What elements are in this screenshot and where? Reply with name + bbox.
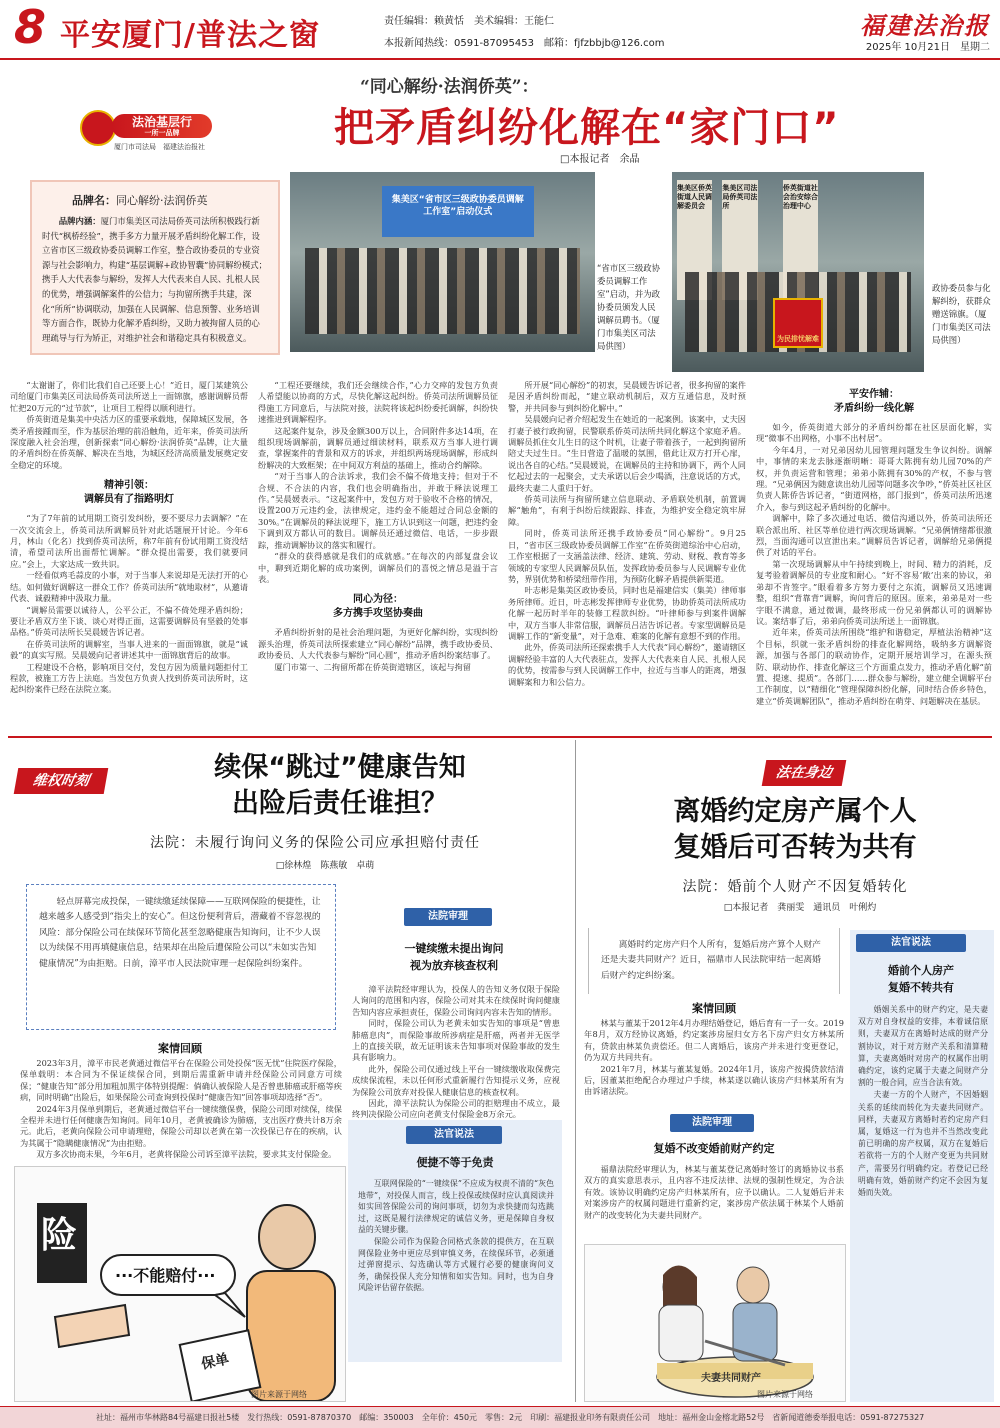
page-number: 8: [14, 0, 47, 54]
woman-body: [659, 1305, 703, 1361]
story3-judge: 婚姻关系中的财产约定，是夫妻双方对自身权益的安排，本着诚信原则，夫妻双方在离婚时达成的财产分割协议，对于对方财产关系和清算精算，夫妻离婚时对房产的权属作出明确约定，该约定属于夫妻之间财产分割的一般合同，应当合法有效。 夫妻一方的个人财产，不因婚姻关系的延续而转化为夫妻共同财产。同样，夫妻双方离婚时若约定房产归属，复婚这一行为也并不当然改变此前已明确的房产权属，双方在复婚后若欲将一方的个人财产变更为共同财产，需要另行明确约定。若登记已经明确有效，婚前财产约定不会因为复婚而失效。: [858, 1005, 988, 1198]
story2-byline: □徐林煌 陈燕敏 卓萌: [275, 861, 375, 871]
story2-case: 2023年3月，漳平市民老黄通过微信平台在保险公司处投保“医无忧”住院医疗保险，保单载明：本合同为不保证续保合同，到期后需重新申请并经保险公司同意方可续保；“健康告知”部分用加粗加黑字体特别提醒：倘确认被保险人是否曾患肺癌或肝癌等疾病，同时明确“出险后，如果保险公司查询到投保时“健康告知”回答事项却选择“否”。 2024年3月保单到期后，老黄通过微信平台一键续缴保费，保险公司即对续保，续保全程并未进行任何健康告知询问。同年10月，老黄被确诊为肺癌，支出医疗费共计8万余元。此后，老黄向保险公司申请理赔，保险公司却以老黄在第一次投保已存在的疾病，认为其属于“隐瞒健康情况”为由拒赔。 双方多次协商未果，今年6月，老黄将保险公司诉至漳平法院，要求其支付保险金。: [20, 1058, 342, 1160]
photo-2-caption: 政协委员参与化解纠纷，获群众赠送锦旗。（厦门市集美区司法局供图）: [932, 283, 991, 345]
story2-judge-tag: 法官说法: [406, 1126, 502, 1144]
story2-trial-tag: 法院审理: [404, 908, 492, 926]
section-divider: [8, 736, 992, 738]
story3-trial-title: 复婚不改变婚前财产约定: [653, 1142, 775, 1155]
vertical-divider: [575, 740, 576, 1402]
story3-lead: 离婚时约定房产归个人所有，复婚后房产算个人财产还是夫妻共同财产？近日，福鼎市人民法院审结一起离婚后财产约定纠纷案。: [588, 928, 840, 994]
story2-judge: 互联网保险的“一键续保”不应成为权责不清的“灰色地带”，对投保人而言，线上投保或续保时应认真阅读并如实回答保险公司的询问事项，切勿为求快捷而勾选跳过，这既是履行法律规定的诚信义务，更是保障自身权益的关键步骤。 保险公司作为保险合同格式条款的提供方，在互联网保险业务中更应尽到审慎义务，在续保环节，必须通过弹窗提示、勾选确认等方式履行必要的健康询问义务，确保投保人充分知情和如实告知。同时，也为自身风险评估留存依据。: [358, 1179, 554, 1293]
man-body: [247, 1271, 335, 1401]
story2-judge-title: 便捷不等于免责: [416, 1156, 494, 1169]
story3-trial: 福鼎法院经审理认为，林某与董某登记离婚时签订的离婚协议书系双方的真实意思表示，且内容不违反法律、法规的强制性规定，为合法有效。该协议明确约定房产归林某所有，应予以确认。二人复婚后并未对案涉房产的权属问题进行重新约定，案涉房产依法属于林某个人婚前财产的改变转化为夫妻共同财产。: [584, 1164, 844, 1220]
photo-red-banner-text: 为民排忧解难: [776, 335, 819, 343]
story3-illus-credit: 图片来源于网络: [757, 1390, 813, 1399]
badge-label: 法治基层行: [131, 115, 192, 129]
column-badge: [76, 106, 236, 162]
story3-judge-title: 婚前个人房产 复婚不转共有: [888, 964, 954, 994]
lead-column-1: “太谢谢了，你们比我们自己还要上心！”近日，厦门某建筑公司给厦门市集美区司法局侨英司法所送上一面锦旗，感谢调解员帮忙把20万元的“过节款”，让项目工程得以顺利进行。 侨英街道是集美中央活力区的重要承载地，保障城区发展，各类矛盾接踵而至，作为基层治理的前沿触角，近年来，侨英司法所深度融入社会治理，创新探索“同心解纷·法润侨英”品牌，让大量的矛盾纠纷在侨英解、解决在当地，为城区经济高质量发展奠定安全稳定的环境。 精神引领： 调解员有了指路明灯 “为了7年前的试用期工资引发纠纷，要不要尽力去调解？”在一次交流会上，侨英司法所调解员针对此话题展开讨论。今年6月，林山（化名）找到侨英司法所，称7年前有份试用期工资没结清，希望司法所出面帮忙调解。“群众提出需要，我们就要同应。”会上，大家达成一致共识。 一经看似鸡毛蒜皮的小事，对于当事人来说却是无法打开的心结。如何做好调解这一群众工作？侨英司法所“就地取材”，从邀请代表、诚毅精神中汲取力量。 “调解员需要以诚待人，公平公正，不偏不倚处理矛盾纠纷；要让矛盾双方坐下谈、谈心对得正面，这需要调解员有坚毅的处事品格。”侨英司法所长吴晨媛告诉记者。 在侨英司法所的调解室，当事人进来的一面面锦旗，就是“诚毅”的真实写照。吴晨媛向记者讲述其中一面锦旗背后的故事。 工程建设不合格，影响项目交付，发包方因为质量问题拒付工程款，被施工方告上法庭。当发包方负责人找到侨英司法所时，这起纠纷案件已经在法院立案。: [10, 380, 248, 695]
masthead: [0, 0, 1000, 60]
badge-org: 厦门市司法局 福建法治报社: [114, 143, 205, 151]
story2-case-head: 案情回顾: [158, 1042, 202, 1055]
story3-subtitle: 法院：婚前个人财产不因复婚转化: [682, 879, 908, 895]
photo-sign-3-text: 侨英街道社会治安综合治理中心: [782, 184, 818, 210]
shared-property-label: 夫妻共同财产: [701, 1373, 761, 1384]
story2-trial-title: 一键续缴未提出询问 视为放弃核查权利: [404, 942, 504, 972]
story2-illus-credit: 图片来源于网络: [251, 1390, 307, 1399]
story2-trial: 漳平法院经审理认为，投保人的告知义务仅限于保险人询问的范围和内容，保险公司对其未在续保时询问健康告知内容应承担责任，保险公司询问内容未告知的情形。 同时，保险公司认为老黄未如实告知的事项是“曾患肺癌息肉”，而保险事故所涉病症是肝癌，两者并无医学上的直接关联，故无证明该未告知事项对保险事故的发生具有影响力。 此外，保险公司仅通过线上平台一键续缴收取保费完成续保流程，未以任何形式重新履行告知提示义务，应视为保险公司放弃对投保人健康信息的核查权利。 因此，漳平法院认为保险公司的拒赔理由不成立，最终判决保险公司应向老黄支付保险金8万余元。: [352, 984, 560, 1120]
photo-sign-2-text: 集美区司法局侨英司法所: [722, 184, 758, 210]
emblem-icon: [80, 110, 116, 146]
section-title: 平安厦门/普法之窗: [60, 18, 320, 53]
no-pay-label: ···不能赔付···: [115, 1266, 216, 1285]
rights-badge: 维权时刻: [14, 768, 109, 794]
story2-title: 续保“跳过”健康告知 出险后责任谁担？: [214, 752, 466, 819]
brand-content: 品牌内涵：厦门市集美区司法局侨英司法所积极践行新时代“枫桥经验”，携手多方力量开展矛盾纠纷化解工作，设立省市区三级政协委员调解工作室，整合政协委员的专业资源与社会影响力，构建“基层调解+政协智囊”协同解纷模式；携手人大代表参与解纷，发挥人大代表来自人民、扎根人民的优势，增强调解案件的公信力；与拘留所携手共建，深化“所所”协调联动，加强在人民调解、信息预警、业务培训等方面合作，既协力化解矛盾纠纷，又助力被拘留人员的心理疏导与行为矫正，对维护社会和谐稳定具有积极意义。: [42, 216, 267, 343]
photo-banner-text: 集美区“省市区三级政协委员调解工作室”启动仪式: [391, 194, 524, 217]
lead-title: 把矛盾纠纷化解在“家门口”: [334, 105, 840, 151]
paper-logo: 福建法治报: [860, 11, 990, 40]
danger-label: 险: [41, 1215, 78, 1256]
story3-byline: □本报记者 龚丽雯 通讯员 叶俐灼: [723, 903, 877, 913]
footer: 社址：福州市华林路84号福建日报社5楼 发行热线：0591-87870370 邮编：350003 全年价：450元 零售：2元 印刷：福建报业印务有限责任公司 地址：福州金山金榕北路52号 省新闻道德委举报电话：0591-87275327: [0, 1406, 1000, 1428]
lead-photo-1: [290, 172, 595, 352]
lead-column-4: 平安作辅： 矛盾纠纷一线化解 如今，侨英街道大部分的矛盾纠纷都在社区层面化解，实现“微事不出网格，小事不出村居”。 今年4月，一对兄弟因幼儿园管理问题发生争议纠纷。调解中，事情的来龙去脉逐渐明晰：哥哥大陈拥有幼儿园70%的产权，并负责运营和管理；弟弟小陈拥有30%的产权，不参与管理。“兄弟俩因为随意读出幼儿园等问题多次争吵，”侨英社区社区负责人陈侨告诉记者，“街道网格，部门报到”，侨英司法所迅速介入，参与到这起矛盾纠纷的化解中。 调解中，除了多次通过电话、微信沟通以外，侨英司法所还联合派出所、社区等单位进行两次现场调解。“兄弟俩情绪都很激烈，当面沟通可以宣泄出来。”调解员告诉记者，调解给兄弟俩提供了对话的平台。 第一次现场调解从中午持续到晚上，时间、精力的消耗，反复考验着调解员的专业度和耐心。“好不容易‘敞’出来的协议，弟弟却不肯签字。”眼看着多方努力要付之东流，调解员又迅速调整，组织“背靠背”调解，询问背后的原因。原来，弟弟是对一些字眼不满意，通过微调，最终形成一份兄弟俩都认可的调解协议。案结事了后，弟弟向侨英司法所送上一面锦旗。 近年来，侨英司法所围绕“维护和谐稳定，厚植法治精神”这个目标，织就一张矛盾纠纷的排查化解网络，吸纳多方调解资源，加强与各部门的联动协作，定期开展培训学习，在源头预防、联动协作、排查化解这三个方面重点发力，推动矛盾化解“前置、提速、提质”。各部门……群众参与解纷，建立健全调解平台工作制度，以“精细化”管理保障纠纷化解，同时结合侨乡特色，建立“侨英调解团队”，推动矛盾纠纷在萌芽、问题解决在基层。: [756, 389, 992, 706]
story3-title: 离婚约定房产属个人 复婚后可否转为共有: [673, 796, 917, 863]
story3-trial-tag: 法院审理: [670, 1114, 754, 1132]
story3-illustration: [584, 1244, 846, 1402]
photo-sign-1-text: 集美区侨英街道人民调解委员会: [677, 184, 713, 210]
badge-sub-label: 一所一品牌: [144, 129, 180, 137]
editors-line: 责任编辑：赖黄恬 美术编辑：王能仁: [384, 16, 554, 27]
policy-label: 保单: [199, 1351, 231, 1373]
lead-subhead-3: 平安作辅： 矛盾纠纷一线化解: [834, 389, 914, 414]
man-head: [259, 1205, 315, 1269]
story3-case: 林某与董某于2012年4月办理结婚登记，婚后育有一子一女。2019年8月，双方经协议离婚，约定案涉房屋归女方名下房产归女方林某所有，贷款由林某负责偿还。但二人离婚后，该房产并未进行变更登记，仍为双方共同共有。 2021年7月，林某与董某复婚。2024年1月，该房产按揭贷款结清后，因董某拒绝配合办理过户手续，林某遂以确认该房产归林某所有为由诉诸法院。: [584, 1018, 844, 1097]
story3-judge-tag: 法官说法: [856, 934, 966, 952]
story3-case-head: 案情回顾: [692, 1002, 736, 1015]
photo-1-caption: “省市区三级政协委员调解工作室”启动，并为政协委员颁发人民调解员聘书。（厦门市集美区司法局供图）: [597, 263, 660, 351]
issue-date: 2025年 10月21日 星期二: [865, 42, 990, 53]
brand-box: [30, 180, 280, 355]
lead-byline: □本报记者 余晶: [560, 154, 640, 165]
man-head: [737, 1267, 769, 1303]
story2-lead: 轻点屏幕完成投保，一键续缴延续保障——互联网保险的便捷性，让越来越多人感受到“指尖上的安心”。但这份便利背后，潜藏着不容忽视的风险：部分保险公司在续保环节简化甚至忽略健康告知询问，让不少人误以为续保不用再填健康信息，结果却在出险后遭保险公司以“未如实告知健康情况”为由拒赔。日前，漳平市人民法院审理一起保险纠纷案件。: [26, 884, 336, 1030]
hotline-line: 本报新闻热线：0591-87095453 邮箱：fjfzbbjb@126.com: [384, 38, 665, 49]
lead-photo-2: [672, 172, 924, 372]
photo-people: [305, 248, 580, 334]
lead-column-3: 所开展“同心解纷”的初衷，吴晨媛告诉记者，很多拘留的案件是因矛盾纠纷而起，“建立联动机制后，双方互通信息，及时预警，并共同参与到纠纷化解中。” 吴晨媛向记者介绍起发生在她近的一起案例。该案中，丈夫因打妻子被行政拘留，民警联系侨英司法所共同化解这个家庭矛盾。调解员抓住女儿生日的这个时机，让妻子带着孩子，一起到拘留所陪丈夫过生日。“生日营造了温暖的氛围，借此让双方打开心扉，说出各自的心结。”吴晨媛说，在调解员的主持和协调下，两个人同忆起过去的一起聚会，丈夫承诺以后会少喝酒，注意说话的方式，最终夫妻二人重归于好。 侨英司法所与拘留所建立信息联动、矛盾联处机制，前置调解“触角”，有利于纠纷后续跟踪、排查，为维护安全稳定筑牢屏障。 同时，侨英司法所还携手政协委员“同心解纷”。9月25日，“省市区三级政协委员调解工作室”在侨英街道综治中心启动，工作室根据了一支涵盖法律、经济、建筑、劳动、财税、教育等多领域的专家型人民调解员队伍，发挥政协委员参与人民调解专业优势，界别优势和桥梁纽带作用，为预防化解矛盾提供新渠道。 叶志彬是集美区政协委员，同时也是福建信实（集美）律师事务所律师。近日，叶志彬发挥律师专业优势，协助侨英司法所成功化解一起历时半年的装修工程款纠纷。“叶律师参与到案件调解中，双方当事人非常信服，调解员吕洁告诉记者。专家型调解员是调解工作的“新变量”，对于急难、难案的化解有意想不到的作用。 此外，侨英司法所还探索携手人大代表“同心解纷”，邀请辖区调解经验丰富的人大代表驻点，发挥人大代表来自人民、扎根人民的优势，按需参与到人民调解工作中，拉近与当事人的距离，增强调解案和力和公信力。: [508, 380, 746, 687]
brand-name: 品牌名：同心解纷·法润侨英: [72, 194, 208, 207]
lead-column-2: “工程还要继续，我们还会继续合作，”心力交瘁的发包方负责人希望能以协商的方式，尽快化解这起纠纷。侨英司法所调解员征得施工方同意后，与法院对接，法院将该起纠纷委托调解，纠纷快速推进到调解程序。 这起案件复杂，涉及金额300万以上，合同附件多达14项，在组织现场调解前，调解员通过细读材料，联系双方当事人进行调查，掌握案件的背景和双方的诉求，并组织两场现场调解，形成纠纷解决的大致框架；在中间双方利益的基础上，推动合约解除。 “对于当事人的合法诉求，我们会不偏不倚地支持；但对于不合规、不合法的内容，我们也会明确指出，并敢于释法说理工作。”吴晨媛表示。“这起案件中，发包方对于验收不合格的情况，设置200万元违约金，法律规定，违约金不能超过合同总金额的30%。”在调解员的释法说理下，施工方认识到这一问题，把违约金下调到双方都认可的数目。调解员还通过微信、电话，一步步跟踪，推动调解协议的落实和履行。 “群众的获得感就是我们的成就感。”在每次的内部复盘会议中，聊到近期化解的成功案例，调解员们的喜悦之情总是溢于言表。 同心为径： 多方携手攻坚协奏曲 矛盾纠纷折射的是社会治理问题，为更好化解纠纷，实现纠纷源头治理，侨英司法所探索建立“同心解纷”品牌，携手政协委员、政协委员、人大代表参与解纷“同心圆”，推动矛盾纠纷案结事了。 厦门市第一、二拘留所都在侨英街道辖区，该起与拘留: [258, 380, 498, 672]
lead-kicker: “同心解纷·法润侨英”：: [360, 77, 539, 97]
lead-subhead-1: 精神引领： 调解员有了指路明灯: [84, 480, 174, 506]
story2-subtitle: 法院：未履行询问义务的保险公司应承担赔付责任: [150, 835, 480, 851]
badge-pill: [112, 114, 212, 138]
law-badge: 法在身边: [762, 760, 847, 786]
lead-subhead-2: 同心为径： 多方携手攻坚协奏曲: [333, 594, 423, 620]
story2-illustration: [14, 1166, 346, 1402]
